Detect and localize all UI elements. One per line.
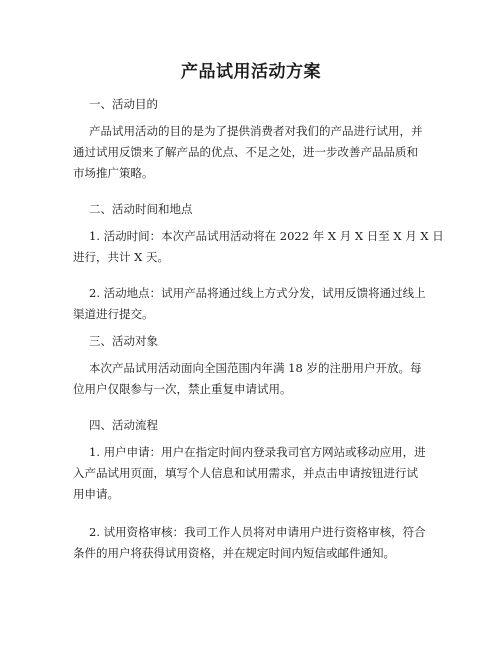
paragraph-line: 用申请。 bbox=[73, 487, 119, 501]
paragraph-line: 条件的用户将获得试用资格，并在规定时间内短信或邮件通知。 bbox=[73, 546, 395, 560]
paragraph-line: 产品试用活动的目的是为了提供消费者对我们的产品进行试用，并 bbox=[89, 124, 423, 138]
document-title: 产品试用活动方案 bbox=[181, 62, 321, 82]
paragraph-time bbox=[73, 226, 444, 268]
section-heading-purpose: 一、活动目的 bbox=[89, 97, 158, 111]
paragraph-line: 1. 活动时间：本次产品试用活动将在 2022 年 X 月 X 日至 X 月 X 日 bbox=[89, 229, 444, 243]
paragraph-place bbox=[73, 283, 441, 325]
paragraph-line: 市场推广策略。 bbox=[73, 166, 154, 180]
paragraph-audience bbox=[73, 358, 441, 400]
paragraph-line: 入产品试用页面，填写个人信息和试用需求，并点击申请按钮进行试 bbox=[73, 466, 418, 480]
paragraph-line: 渠道进行提交。 bbox=[73, 307, 154, 321]
paragraph-line: 通过试用反馈来了解产品的优点、不足之处，进一步改善产品品质和 bbox=[73, 145, 418, 159]
section-heading-audience: 三、活动对象 bbox=[89, 334, 158, 348]
paragraph-purpose bbox=[73, 121, 441, 184]
paragraph-line: 进行，共计 X 天。 bbox=[73, 250, 169, 264]
paragraph-line: 2. 试用资格审核：我司工作人员将对申请用户进行资格审核，符合 bbox=[89, 525, 426, 539]
paragraph-line: 本次产品试用活动面向全国范围内年满 18 岁的注册用户开放。每 bbox=[89, 361, 422, 375]
paragraph-line: 2. 活动地点：试用产品将通过线上方式分发，试用反馈将通过线上 bbox=[89, 286, 426, 300]
paragraph-line: 位用户仅限参与一次，禁止重复申请试用。 bbox=[73, 382, 292, 396]
paragraph-user-application bbox=[73, 442, 441, 505]
paragraph-line: 1. 用户申请：用户在指定时间内登录我司官方网站或移动应用，进 bbox=[89, 445, 426, 459]
paragraph-eligibility-review bbox=[73, 522, 441, 564]
section-heading-process: 四、活动流程 bbox=[89, 418, 158, 432]
section-heading-time-place: 二、活动时间和地点 bbox=[89, 202, 193, 216]
